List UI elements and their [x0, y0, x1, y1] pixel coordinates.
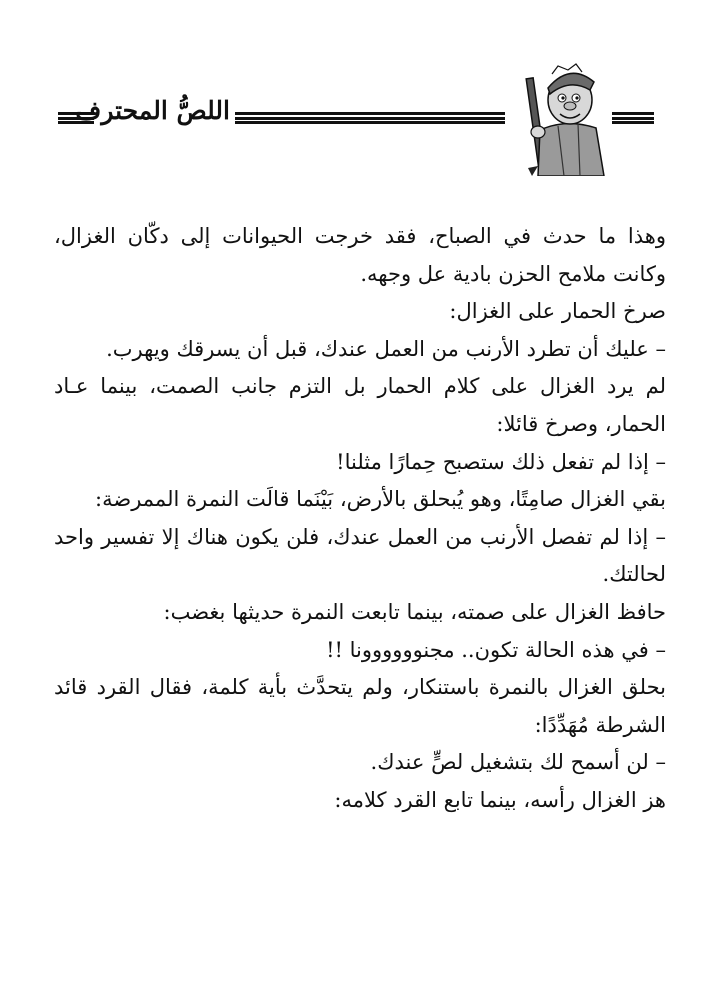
dialogue-line: – لن أسمح لك بتشغيل لصٍّ عندك. — [370, 750, 666, 775]
paragraph: صرخ الحمار على الغزال: — [449, 299, 666, 324]
paragraph: بحلق الغزال بالنمرة باستنكار، ولم يتحدَّث بأية كلمة، فقال القرد قائد الشرطة مُهَدِّدًا: — [54, 675, 666, 737]
chapter-title: اللصُّ المحترف — [75, 96, 230, 125]
dialogue-line: – إذا لم تفصل الأرنب من العمل عندك، فلن يكون هناك إلا تفسير واحد لحالتك. — [54, 524, 666, 587]
dialogue-line: – عليك أن تطرد الأرنب من العمل عندك، قبل أن يسرقك ويهرب. — [106, 336, 666, 361]
story-text — [54, 218, 666, 820]
dialogue-line: – في هذه الحالة تكون.. مجنوووووونا !! — [326, 637, 666, 662]
decorative-rule-middle — [235, 112, 505, 124]
decorative-rule-right — [612, 112, 654, 124]
page-header — [40, 60, 680, 180]
mascot-illustration — [518, 60, 614, 176]
paragraph: حافظ الغزال على صمته، بينما تابعت النمرة حديثها بغضب: — [163, 599, 666, 624]
paragraph: هز الغزال رأسه، بينما تابع القرد كلامه: — [334, 787, 666, 812]
paragraph: بقي الغزال صامِتًا، وهو يُبحلق بالأرض، بَيْنَما قالَت النمرة الممرضة: — [95, 487, 666, 512]
paragraph: لم يرد الغزال على كلام الحمار بل التزم جانب الصمت، بينما عـاد الحمار، وصرخ قائلا: — [54, 374, 666, 436]
paragraph: وهذا ما حدث في الصباح، فقد خرجت الحيوانات إلى دكّان الغزال، وكانت ملامح الحزن بادية عل وجهه. — [54, 224, 666, 286]
dialogue-line: – إذا لم تفعل ذلك ستصبح حِمارًا مثلنا! — [336, 449, 666, 474]
